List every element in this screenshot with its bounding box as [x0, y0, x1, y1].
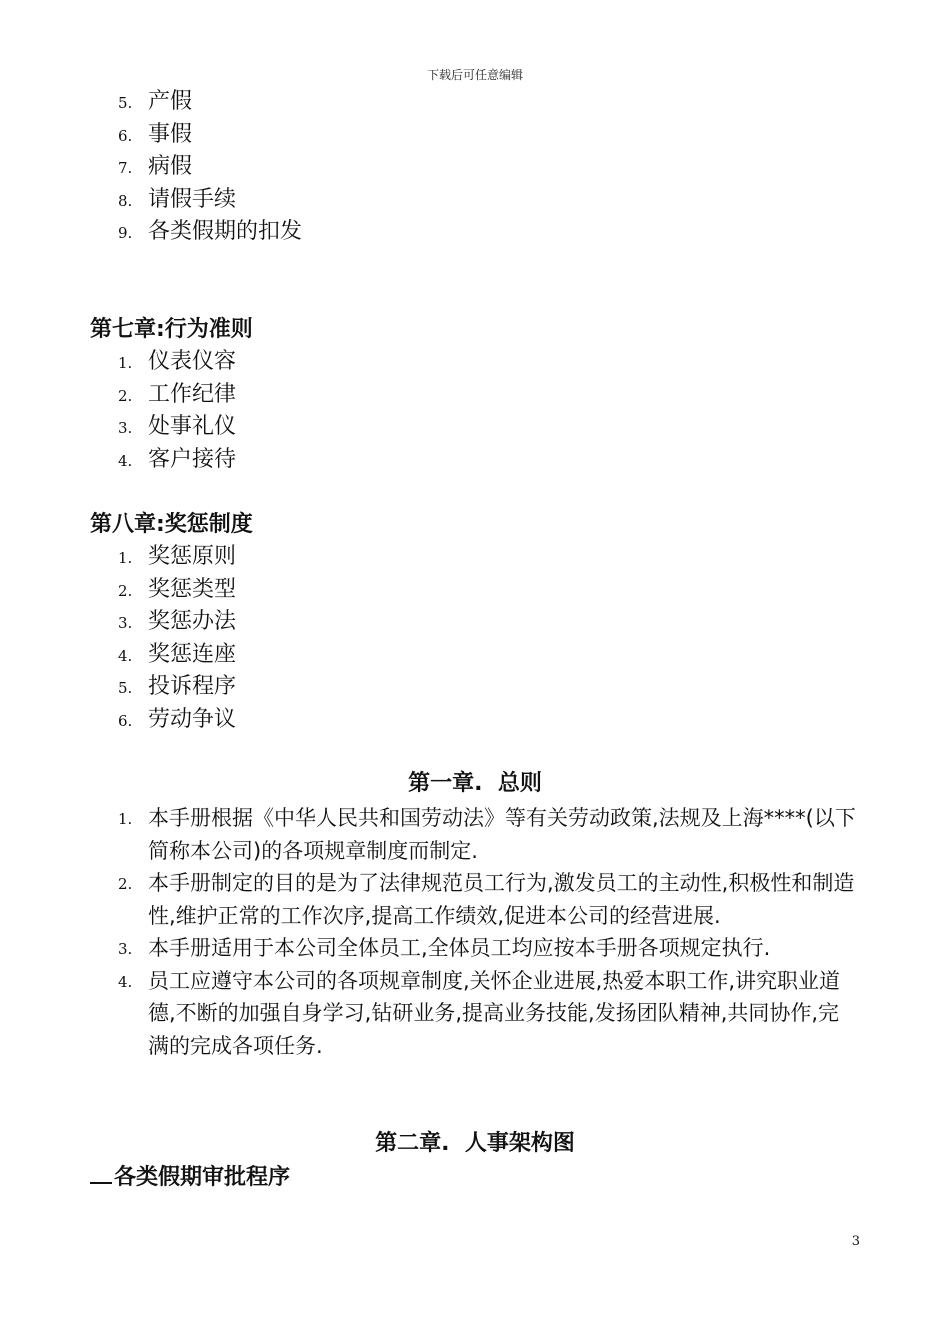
chapter-8-title: 第八章:奖惩制度 [90, 512, 253, 537]
list-number: 1. [118, 549, 133, 567]
list-text: 奖惩类型 [148, 576, 237, 602]
list-number: 5. [118, 94, 133, 112]
list-number: 5. [118, 679, 133, 697]
list-number: 6. [118, 126, 133, 145]
list-text: 仪表仪容 [148, 349, 237, 374]
list-text: 客户接待 [148, 446, 237, 472]
sub-heading-text: 各类假期审批程序 [114, 1165, 291, 1190]
underline-blank [90, 1162, 112, 1184]
paragraph-number: 1. [118, 810, 133, 828]
paragraph-text: 本手册适用于本公司全体员工,全体员工均应按本手册各项规定执行. [148, 936, 771, 960]
list-number: 2. [118, 386, 133, 405]
list-number: 2. [118, 581, 133, 600]
paragraph-number: 4. [118, 972, 133, 991]
paragraph [0, 867, 860, 932]
list-text: 投诉程序 [148, 674, 237, 699]
list-text: 请假手续 [148, 186, 237, 212]
list-number: 8. [118, 191, 133, 210]
list-text: 奖惩原则 [148, 544, 237, 569]
paragraph-number: 2. [118, 875, 133, 893]
list-number: 4. [118, 646, 133, 665]
list-number: 4. [118, 451, 133, 470]
paragraph-text: 本手册根据《中华人民共和国劳动法》等有关劳动政策,法规及上海****(以下简称本公司)的各项规章制度而制定. [148, 806, 856, 863]
page-header: 下载后可任意编辑 [426, 68, 523, 82]
list-number: 1. [118, 354, 133, 372]
paragraph-text: 本手册制定的目的是为了法律规范员工行为,激发员工的主动性,积极性和制造性,维护正常的工作次序,提高工作绩效,促进本公司的经营进展. [148, 871, 855, 928]
list-text: 病假 [148, 154, 193, 179]
list-number: 3. [118, 419, 133, 437]
list-text: 处事礼仪 [148, 414, 237, 439]
list-text: 奖惩办法 [148, 609, 237, 634]
section-2-title: 第二章. 人事架构图 [375, 1131, 575, 1156]
sub-heading [90, 1162, 290, 1194]
list-text: 劳动争议 [148, 706, 237, 732]
list-text: 奖惩连座 [148, 641, 237, 667]
paragraph [0, 965, 860, 1063]
paragraph [0, 932, 860, 965]
paragraph [0, 802, 860, 867]
list-number: 7. [118, 159, 133, 177]
page-number: 3 [851, 1234, 860, 1249]
chapter-7-title: 第七章:行为准则 [90, 317, 253, 342]
list-text: 工作纪律 [148, 381, 237, 407]
section-1-paragraphs [0, 802, 860, 1062]
list-number: 3. [118, 614, 133, 632]
list-text: 各类假期的扣发 [148, 219, 303, 244]
section-1-title: 第一章. 总则 [408, 771, 542, 796]
list-text: 事假 [148, 121, 193, 147]
paragraph-text: 员工应遵守本公司的各项规章制度,关怀企业进展,热爱本职工作,讲究职业道德,不断的加强自身学习,钻研业务,提高业务技能,发扬团队精神,共同协作,完满的完成各项任务. [148, 968, 841, 1058]
list-number: 9. [118, 224, 133, 242]
paragraph-number: 3. [118, 940, 133, 958]
list-number: 6. [118, 711, 133, 730]
list-text: 产假 [148, 89, 193, 114]
